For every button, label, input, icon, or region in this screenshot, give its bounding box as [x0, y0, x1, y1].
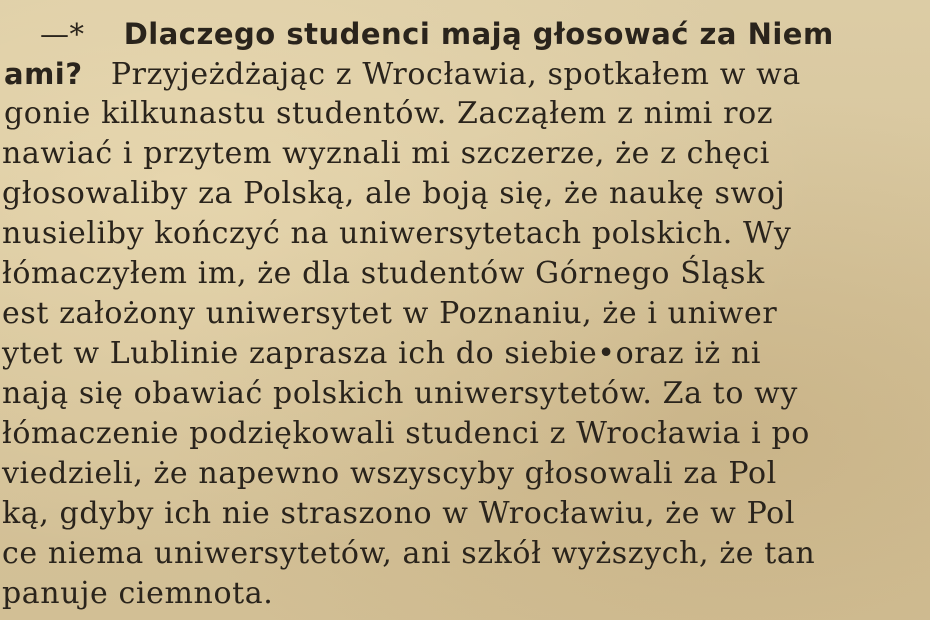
text-line-8: ytet w Lublinie zaprasza ich do siebie•oraz iż ni — [2, 336, 762, 371]
headline-title: Dlaczego studenci mają głosować za Niem — [123, 17, 834, 51]
text-line-7: est założony uniwersytet w Poznaniu, że i uniwer — [2, 296, 778, 331]
headline-dash: —* — [40, 17, 85, 51]
text-line-13: ce niema uniwersytetów, ani szkół wyższych, że tan — [2, 536, 816, 571]
text-line-10: łómaczenie podziękowali studenci z Wrocławia i po — [2, 416, 810, 451]
text-line-5: nusieliby kończyć na uniwersytetach polskich. Wy — [2, 216, 792, 251]
headline-line — [40, 14, 834, 54]
body-line-1: Przyjeżdżając z Wrocławia, spotkałem w wa — [110, 57, 801, 92]
text-line-4: głosowaliby za Polską, ale boją się, że naukę swoj — [2, 176, 786, 211]
text-line-2: gonie kilkunastu studentów. Zacząłem z nimi roz — [4, 96, 774, 131]
text-line-3: nawiać i przytem wyznali mi szczerze, że z chęci — [2, 136, 770, 171]
text-line-6: łómaczyłem im, że dla studentów Górnego Śląsk — [2, 256, 765, 291]
headline-continuation: ami? — [4, 57, 83, 91]
text-line-14: panuje ciemnota. — [2, 576, 274, 611]
text-line-11: viedzieli, że napewno wszyscyby głosowali za Pol — [2, 456, 777, 491]
text-line-12: ką, gdyby ich nie straszono w Wrocławiu, że w Pol — [2, 496, 796, 531]
text-line-9: nają się obawiać polskich uniwersytetów. Za to wy — [2, 376, 798, 411]
text-line-1 — [4, 54, 801, 94]
